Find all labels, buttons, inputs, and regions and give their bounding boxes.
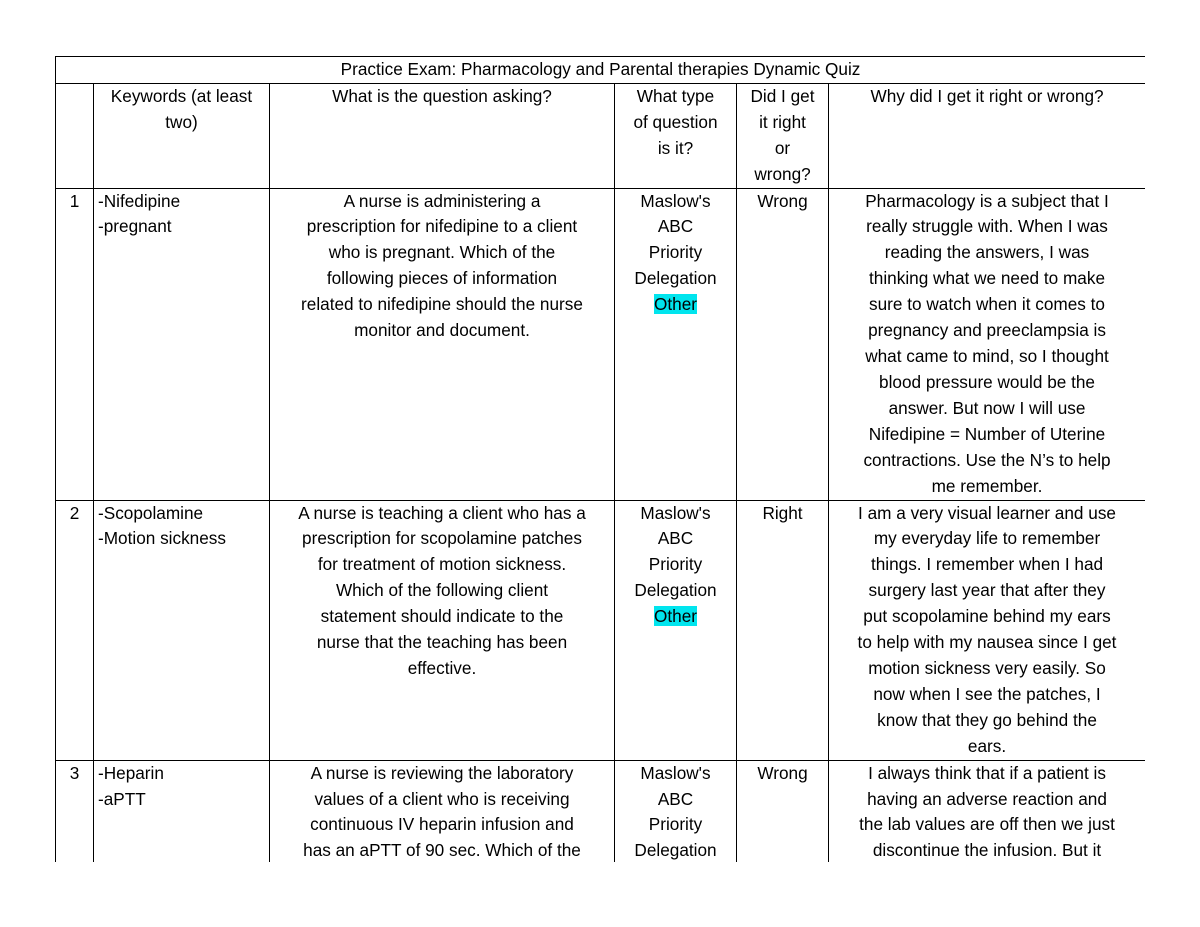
row-question: A nurse is administering a prescription for nifedipine to a client who is pregnant. Which of the following pieces of information related to nifedipine should the nurse monitor and document. (270, 188, 615, 500)
row-question: A nurse is reviewing the laboratory values of a client who is receiving continuous IV heparin infusion and has an aPTT of 90 sec. Which of the (270, 760, 615, 862)
row-result: Wrong (737, 188, 829, 500)
row-question: A nurse is teaching a client who has a prescription for scopolamine patches for treatment of motion sickness. Which of the following client statement should indicate to the nurse that the teaching has been effective. (270, 500, 615, 760)
row-question-type: Maslow's ABC Priority Delegation Other (615, 500, 737, 760)
row-explanation: I always think that if a patient is having an adverse reaction and the lab values are off then we just discontinue the infusion. But it (829, 760, 1146, 862)
row-number: 2 (56, 500, 94, 760)
row-result: Right (737, 500, 829, 760)
table-row (56, 500, 1146, 760)
selected-type-highlight: Other (654, 606, 697, 627)
row-keywords: -Nifedipine -pregnant (94, 188, 270, 500)
header-type: What type of question is it? (615, 83, 737, 188)
header-number (56, 83, 94, 188)
table-title: Practice Exam: Pharmacology and Parental therapies Dynamic Quiz (56, 57, 1146, 84)
selected-type-highlight: Other (654, 294, 697, 315)
header-row (56, 83, 1146, 188)
row-number: 1 (56, 188, 94, 500)
row-number: 3 (56, 760, 94, 862)
row-explanation: I am a very visual learner and use my everyday life to remember things. I remember when I had surgery last year that after they put scopolamine behind my ears to help with my nausea since I get motion sickness very easily. So now when I see the patches, I know that they go behind the ears. (829, 500, 1146, 760)
row-explanation: Pharmacology is a subject that I really struggle with. When I was reading the answers, I was thinking what we need to make sure to watch when it comes to pregnancy and preeclampsia is what came to mind, so I thought blood pressure would be the answer. But now I will use Nifedipine = Number of Uterine contractions. Use the N’s to help me remember. (829, 188, 1146, 500)
table-row (56, 760, 1146, 862)
header-why: Why did I get it right or wrong? (829, 83, 1146, 188)
row-question-type: Maslow's ABC Priority Delegation (615, 760, 737, 862)
row-keywords: -Scopolamine -Motion sickness (94, 500, 270, 760)
header-question: What is the question asking? (270, 83, 615, 188)
title-row (56, 57, 1146, 84)
row-result: Wrong (737, 760, 829, 862)
row-question-type: Maslow's ABC Priority Delegation Other (615, 188, 737, 500)
table-row (56, 188, 1146, 500)
header-right-wrong: Did I get it right or wrong? (737, 83, 829, 188)
quiz-table (55, 56, 1145, 862)
document-page (55, 56, 1145, 862)
row-keywords: -Heparin -aPTT (94, 760, 270, 862)
header-keywords: Keywords (at least two) (94, 83, 270, 188)
